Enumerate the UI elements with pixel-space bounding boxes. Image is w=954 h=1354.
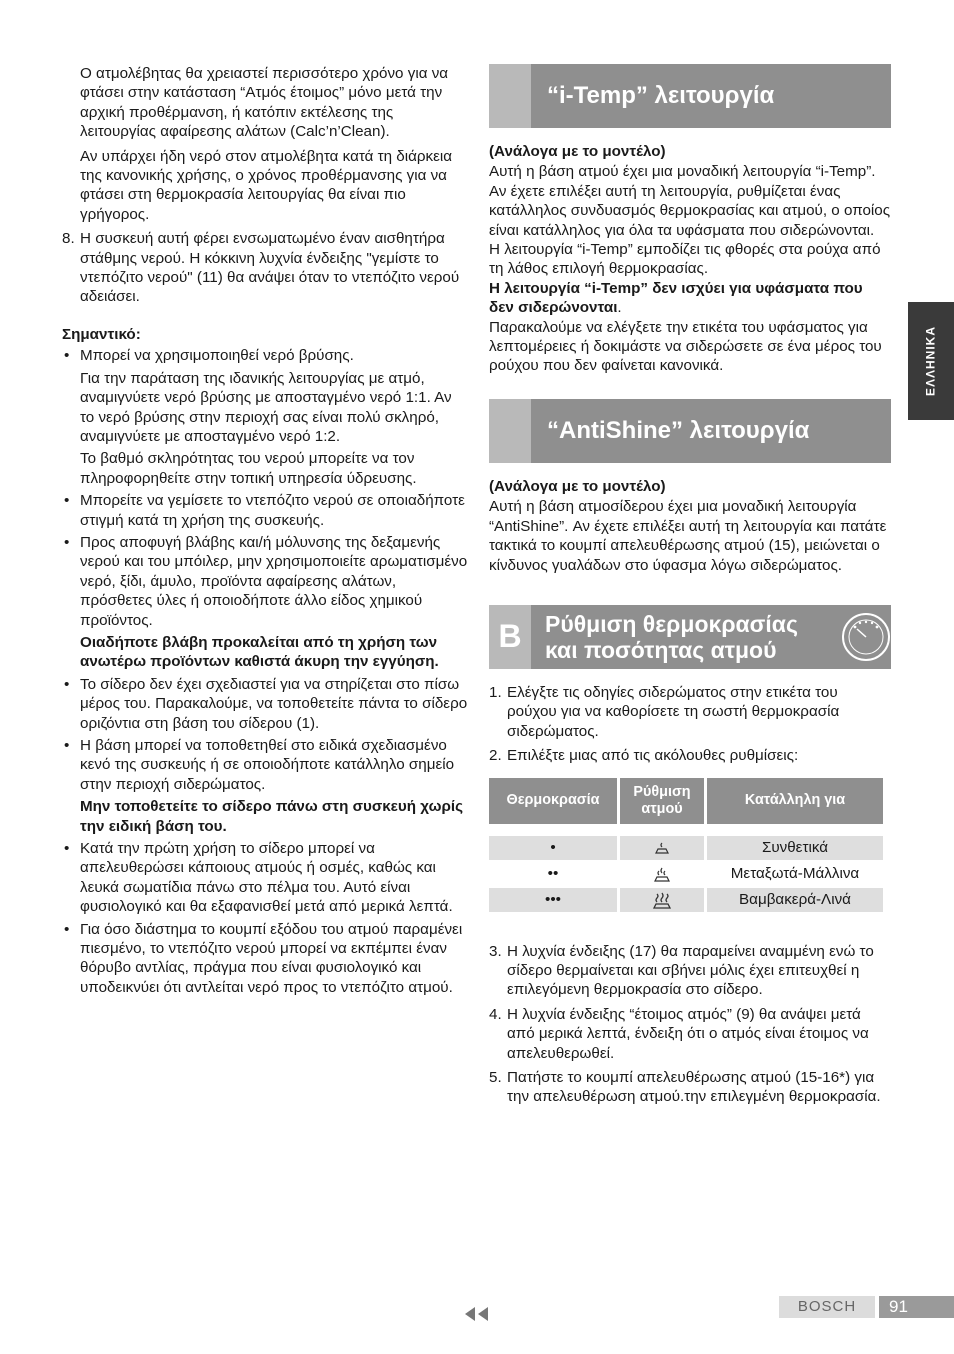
section-b-header [489, 605, 891, 669]
warranty-warning: Οιαδήποτε βλάβη προκαλείται από τη χρήση των ανωτέρω προϊόντων καθιστά άκυρη την εγγύηση. [80, 633, 439, 671]
step-number: 1. [489, 683, 502, 701]
bullet-subparagraph: Το βαθμό σκληρότητας του νερού μπορείτε να τον πληροφορηθείτε στην τοπική υπηρεσία ύδρευσης. [80, 450, 417, 487]
table-row [489, 860, 883, 886]
bullet-marker: • [64, 347, 70, 365]
step-4 [489, 1005, 891, 1063]
itemp-paragraph-3 [489, 279, 891, 318]
itemp-bold-note: Η λειτουργία “i-Temp” δεν ισχύει για υφάσματα που δεν σιδερώνονται [489, 279, 863, 317]
left-column [62, 64, 468, 1000]
bullet-text: Μπορεί να χρησιμοποιηθεί νερό βρύσης. [80, 347, 354, 365]
section-b-title-line2: και ποσότητας ατμού [545, 636, 777, 663]
section-tab [489, 399, 531, 463]
step-3 [489, 942, 891, 1000]
bullet-marker: • [64, 840, 70, 858]
step-text: Επιλέξτε μιας από τις ακόλουθες ρυθμίσεις: [507, 747, 799, 765]
bullet-text: Για όσο διάστημα το κουμπί εξόδου του ατμού παραμένει πιεσμένο, το ντεπόζιτο νερού μπορεί να εκπέμπει έναν θόρυβο αντλίας, πράγμα που είναι φυσιολογικό και υποδεικνύει ότι αντλείται νερό προς το ντεπόζιτο ατμού. [80, 920, 463, 996]
section-tab [489, 64, 531, 128]
bullet-marker: • [64, 920, 70, 938]
step-number: 3. [489, 942, 502, 960]
column-header-temperature: Θερμοκρασία [489, 778, 617, 824]
bullet-marker: • [64, 737, 70, 754]
table-row [489, 834, 883, 860]
section-b-title-block [531, 605, 841, 669]
step-number: 2. [489, 747, 502, 765]
bullet-marker: • [64, 675, 70, 693]
fabric-type: Συνθετικά [704, 834, 883, 860]
section-b-title-line1: Ρύθμιση θερμοκρασίας [545, 610, 798, 637]
list-item-text: Η συσκευή αυτή φέρει ενσωματωμένο έναν αισθητήρα στάθμης νερού. Η κόκκινη λυχνία ένδειξης "γεμίστε το ντεπόζιτο νερού" (11) θα ανάψει όταν το ντεπόζιτο νερού αδειάσει. [80, 230, 460, 306]
bullet-marker: • [64, 492, 70, 510]
intro-paragraph-1: Ο ατμολέβητας θα χρειαστεί περισσότερο χρόνο για να φτάσει στην κατάσταση “Ατμός έτοιμος” μόνο μετά την αρχική προθέρμανση, ή κατόπιν εκτέλεσης της λειτουργίας αφαίρεσης αλάτων (Calc’n’Clean). [80, 65, 449, 141]
step-text: Η λυχνία ένδειξης “έτοιμος ατμός” (9) θα ανάψει μετά από μερικά λεπτά, ένδειξη ότι ο ατμός είναι έτοιμος να απελευθερωθεί. [507, 1005, 869, 1062]
section-letter: B [489, 605, 531, 669]
bullet-subparagraph: Για την παράταση της ιδανικής λειτουργίας με ατμό, αναμιγνύετε νερό βρύσης με αποσταγμένο νερό 1:1. Αν το νερό βρύσης στην περιοχή σας είναι πολύ σκληρό, αναμιγνύετε με αποσταγμένο νερό 1:2. [80, 369, 452, 445]
bullet-text: Το σίδερο δεν έχει σχεδιαστεί για να στηρίζεται στο πίσω μέρος του. Παρακαλούμε, να τοποθετείτε πάντα το σίδερο οριζόντια στη βάση του σίδερου (1). [80, 675, 468, 732]
antishine-section-header [489, 399, 891, 463]
fabric-type: Μεταξωτά-Μάλλινα [704, 860, 883, 886]
base-warning: Μην τοποθετείτε το σίδερο πάνω στη συσκευή χωρίς την ειδική βάση του. [80, 798, 463, 835]
bullet-item [62, 675, 468, 733]
settings-table [489, 778, 883, 912]
step-text: Πατήστε το κουμπί απελευθέρωσης ατμού (15-16*) για την απελευθέρωση ατμού.την επιλεγμένη θερμοκρασία. [507, 1068, 881, 1106]
step-5 [489, 1068, 891, 1107]
bullet-item [62, 346, 468, 365]
temperature-dots: •• [489, 860, 617, 886]
bullet-item [62, 920, 468, 998]
itemp-paragraph-1: Αυτή η βάση ατμού έχει μια μοναδική λειτουργία “i-Temp”. Αν έχετε επιλέξει αυτή τη λειτουργία, ρυθμίζεται ένας κατάλληλος συνδυασμός θερμοκρασίας και ατμού, ο οποίος είναι κατάλληλος για όλα τα υφάσματα που σιδερώνονται. [489, 163, 891, 239]
temperature-dots: ••• [489, 886, 617, 912]
footer-brand: BOSCH [779, 1296, 875, 1318]
list-item-8 [62, 229, 468, 307]
column-header-steam: Ρύθμιση ατμού [617, 778, 704, 824]
right-column [489, 64, 891, 1112]
bullet-text: Μπορείτε να γεμίσετε το ντεπόζιτο νερού σε οποιαδήποτε στιγμή κατά τη χρήση της συσκευής. [80, 492, 465, 529]
steam-level-2-icon [617, 860, 704, 886]
page-number: 91 [879, 1296, 954, 1318]
bullet-item [62, 839, 468, 917]
bullet-text: Προς αποφυγή βλάβης και/ή μόλυνσης της δεξαμενής νερού και του μπόιλερ, μην χρησιμοποιείτε αρωματισμένο νερό, ξίδι, άμυλο, προϊόντα αφαίρεσης αλάτων, πρόσθετες ύλες ή οποιοδήποτε άλλο είδος χημικού προϊόντος. [80, 533, 468, 629]
antishine-title: “AntiShine” λειτουργία [547, 416, 810, 444]
bullet-item [62, 736, 468, 794]
steam-level-3-icon [617, 886, 704, 912]
fabric-type: Βαμβακερά-Λινά [704, 886, 883, 912]
temperature-dots: • [489, 834, 617, 860]
step-number: 5. [489, 1068, 502, 1086]
bullet-item [62, 533, 468, 630]
itemp-section-header [489, 64, 891, 128]
antishine-paragraph: Αυτή η βάση ατμοσίδερου έχει μια μοναδική λειτουργία “AntiShine”. Αν έχετε επιλέξει αυτή τη λειτουργία και πατάτε τακτικά το κουμπί απελευθέρωσης ατμού (15), μειώνεται ο κίνδυνος γυαλάδων στο ύφασμα λόγω σιδερώματος. [489, 498, 887, 574]
list-number: 8. [62, 230, 75, 248]
table-row [489, 886, 883, 912]
table-header-row [489, 778, 883, 824]
step-2 [489, 746, 891, 765]
step-text: Ελέγξτε τις οδηγίες σιδερώματος στην ετικέτα του ρούχου για να καθορίσετε τη σωστή θερμοκρασία σιδερώματος. [507, 683, 840, 740]
column-header-fabric: Κατάλληλη για [704, 778, 883, 824]
bullet-item [62, 491, 468, 530]
punctuation: . [617, 299, 622, 317]
intro-paragraph-2: Αν υπάρχει ήδη νερό στον ατμολέβητα κατά τη διάρκεια της κανονικής χρήσης, ο χρόνος προθέρμανσης για να φτάσει στη θερμοκρασία λειτουργίας θα είναι πιο γρήγορος. [80, 147, 453, 223]
itemp-title: “i-Temp” λειτουργία [547, 82, 775, 109]
language-tab-label: ΕΛΛΗΝΙΚΑ [923, 325, 938, 397]
bullet-text: Η βάση μπορεί να τοποθετηθεί στο ειδικά σχεδιασμένο κενό της συσκευής ή σε οποιοδήποτε κατάλληλο σημείο στην περιοχή σιδερώματος. [80, 737, 455, 793]
important-heading: Σημαντικό: [62, 325, 141, 343]
itemp-paragraph-4: Παρακαλούμε να ελέγξετε την ετικέτα του υφάσματος για λεπτομέρειες ή δοκιμάστε να σιδερώσετε σε ένα μέρος του ρούχου που δεν φαίνεται κανονικά. [489, 318, 882, 375]
step-1 [489, 683, 891, 741]
bullet-marker: • [64, 533, 70, 551]
itemp-paragraph-2: Η λειτουργία “i-Temp” εμποδίζει τις φθορές στα ρούχα από τη λάθος επιλογή θερμοκρασίας. [489, 241, 881, 278]
model-note: (Ανάλογα με το μοντέλο) [489, 477, 666, 495]
bullet-text: Κατά την πρώτη χρήση το σίδερο μπορεί να απελευθερώσει κάποιους ατμούς ή οσμές, καθώς και λευκά σωματίδια πάνω στο πέλμα του. Αυτό είναι φυσιολογικό και θα εξαφανισθεί μετά από μερικά λεπτά. [80, 840, 453, 916]
language-tab [908, 302, 954, 420]
temperature-dial-icon [841, 605, 891, 669]
model-note: (Ανάλογα με το μοντέλο) [489, 143, 666, 160]
steam-level-1-icon [617, 834, 704, 860]
double-left-arrow-icon [463, 1307, 491, 1326]
step-text: Η λυχνία ένδειξης (17) θα παραμείνει αναμμένη ενώ το σίδερο θερμαίνεται και σβήνει μόλις έχει επιτευχθεί η επιλεγόμενη θερμοκρασία στο σίδερο. [507, 942, 874, 999]
step-number: 4. [489, 1005, 502, 1023]
